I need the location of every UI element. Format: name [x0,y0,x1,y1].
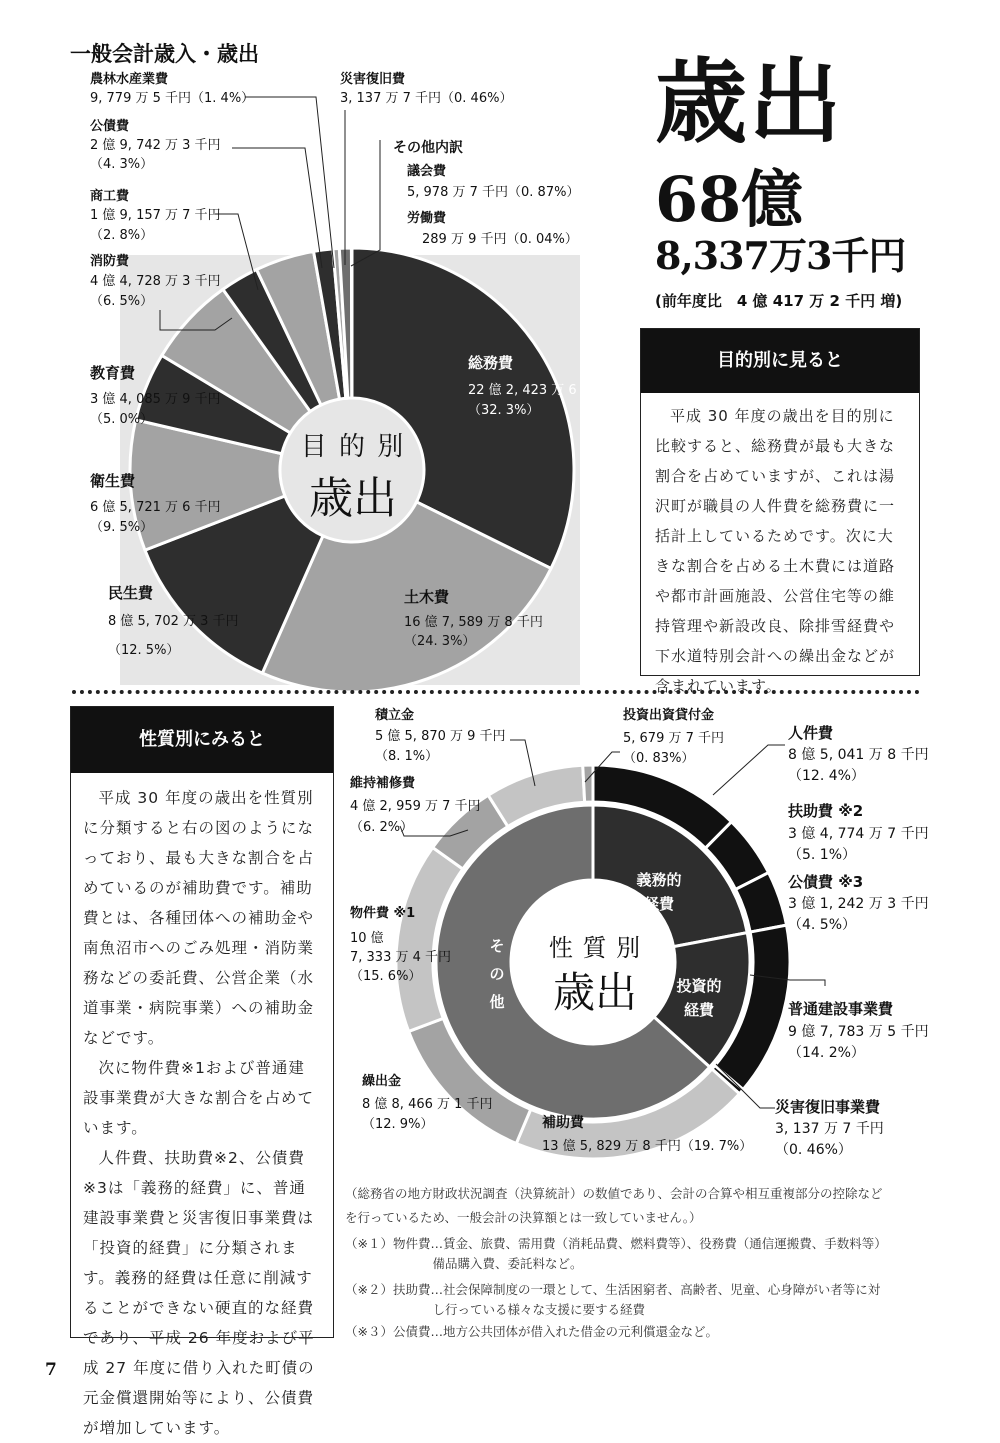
label-transfer-value1: 8 億 8, 466 万 1 千円 [362,1097,493,1112]
inner-label-other: そ の 他 [489,937,505,1011]
label-education-name: 教育費 [90,364,136,382]
label-council-name: 議会費 [407,164,447,179]
label-construction-name: 普通建設事業費 [788,1000,894,1018]
headline-amount-oku: 68億 [655,163,804,236]
section-heading: 一般会計歳入・歳出 [70,42,259,66]
label-investment-loan-value1: 5, 679 万 7 千円 [623,731,725,746]
label-assistance-value1: 3 億 4, 774 万 7 千円 [788,826,929,842]
purpose-slice-12 [351,248,352,398]
label-construction-value1: 9 億 7, 783 万 5 千円 [788,1024,929,1040]
nature-box-paragraph-3: 人件費、扶助費※2、公債費※3は「義務的経費」に、普通建設事業費と災害復旧事業費は「投資的経費」に分類されます。義務的経費は任意に削減することができない硬直的な経費であり、平成 26 年度および平成 27 年度に借り入れた町債の元金償還開始等により、公債費が増加しています。 [83,1149,315,1437]
label-labor-value: 289 万 9 千円（0. 04%） [422,232,578,247]
label-agri-value: 9, 779 万 5 千円（1. 4%） [90,91,255,106]
label-goods-value3: （15. 6%） [350,969,422,984]
nature-center-line2: 歳出 [552,968,637,1017]
nature-center-line1: 性 質 別 [548,934,642,962]
label-general-name: 総務費 [468,354,514,372]
purpose-center-line1: 目 的 別 [300,432,406,462]
note-line-1: （総務省の地方財政状況調査（決算統計）の数値であり、会計の合算や相互重複部分の控除など [345,1186,883,1201]
label-council-value: 5, 978 万 7 千円（0. 87%） [407,185,580,200]
page-number: 7 [45,1360,57,1380]
label-general-value1: 22 億 2, 423 万 6 千円 [468,383,607,398]
nature-box-paragraph-1: 平成 30 年度の歳出を性質別に分類すると右の図のようになっており、最も大きな割合を占めているのが補助費です。補助費とは、各種団体への補助金や南魚沼市へのごみ処理・消防業務などの委託費、公営企業（水道事業・病院事業）への補助金などです。 [83,789,315,1047]
label-assistance-value2: （5. 1%） [788,847,857,863]
purpose-center-line2: 歳出 [309,473,397,524]
leader-line-1 [245,97,334,268]
note-line-5: （※２）扶助費…社会保障制度の一環として、生活困窮者、高齢者、児童、心身障がい者等に対 [345,1282,881,1297]
label-goods-value2: 7, 333 万 4 千円 [350,950,452,965]
note-line-7: （※３）公債費…地方公共団体が借入れた借金の元利償還金など。 [345,1324,718,1339]
headline-amount-rest: 8,337万3千円 [655,233,906,278]
label-investment-loan-value2: （0. 83%） [623,751,695,766]
headline-prev-year: (前年度比 4 億 417 万 2 千円 増) [655,292,903,310]
label-commerce-value2: （2. 8%） [90,228,154,243]
label-fire-value1: 4 億 4, 728 万 3 千円 [90,274,221,289]
label-civil-value2: （24. 3%） [404,634,476,649]
label-goods-value1: 10 億 [350,931,384,946]
nature-explanation-box [70,706,334,1437]
inner-label-investment: 投資的 経費 [676,977,722,1019]
nature-outer-slice-11 [583,765,593,802]
label-subsidy-value1: 13 億 5, 829 万 8 千円（19. 7%） [542,1139,753,1154]
label-fire-name: 消防費 [90,254,130,269]
label-reserve-name: 積立金 [375,708,415,723]
label-debt-service-value1: 3 億 1, 242 万 3 千円 [788,896,929,912]
label-disaster-rec-value2: （0. 46%） [775,1142,852,1158]
label-transfer-value2: （12. 9%） [362,1117,434,1132]
label-health-value1: 6 億 5, 721 万 6 千円 [90,500,221,515]
label-disaster-value: 3, 137 万 7 千円（0. 46%） [340,91,513,106]
label-goods-name: 物件費 ※1 [350,906,416,921]
label-other-breakdown: その他内訳 [393,140,463,156]
purpose-box-text: 平成 30 年度の歳出を目的別に比較すると、総務費が最も大きな割合を占めていますが、これは湯沢町が職員の人件費を総務費に一括計上しているためです。次に大きな割合を占める土木費には道路や都市計画施設、公営住宅等の維持管理や新設改良、除排雪経費や下水道特別会計への繰出金などが含まれています。 [655,407,896,695]
note-line-2: を行っているため、一般会計の決算額とは一致していません。） [345,1210,702,1225]
label-maintenance-name: 維持補修費 [350,776,416,791]
label-general-value2: （32. 3%） [468,403,540,418]
label-health-name: 衛生費 [90,472,136,490]
section-divider [72,690,920,694]
label-debt-value1: 2 億 9, 742 万 3 千円 [90,138,221,153]
purpose-box-title: 目的別に見ると [641,329,919,393]
label-civil-value1: 16 億 7, 589 万 8 千円 [404,615,543,630]
label-education-value1: 3 億 4, 085 万 9 千円 [90,392,221,407]
label-commerce-value1: 1 億 9, 157 万 7 千円 [90,208,221,223]
label-commerce-name: 商工費 [90,189,130,204]
label-disaster-rec-value1: 3, 137 万 7 千円 [775,1121,884,1137]
inner-label-mandatory: 義務的 経費 [636,871,682,913]
label-construction-value2: （14. 2%） [788,1045,865,1061]
label-health-value2: （9. 5%） [90,520,154,535]
label-debt-value2: （4. 3%） [90,157,154,172]
label-disaster-name: 災害復旧費 [340,72,406,87]
label-labor-name: 労働費 [407,211,447,226]
label-debt-name: 公債費 [90,119,130,134]
label-fire-value2: （6. 5%） [90,294,154,309]
nature-box-paragraph-2: 次に物件費※1および普通建設事業費が大きな割合を占めています。 [83,1059,315,1137]
label-subsidy-name: 補助費 [542,1115,584,1131]
leader-line-4 [232,148,322,268]
label-assistance-name: 扶助費 ※2 [788,802,864,820]
nature-box-title: 性質別にみると [71,707,333,773]
label-reserve-value1: 5 億 5, 870 万 9 千円 [375,729,506,744]
label-welfare-value1: 8 億 5, 702 万 3 千円 [108,614,239,629]
note-line-4: 備品購入費、委託料など。 [345,1256,583,1271]
label-personnel-value2: （12. 4%） [788,768,865,784]
headline-title: 歳出 [655,48,844,156]
label-disaster-rec-name: 災害復旧事業費 [775,1098,881,1116]
note-line-3: （※１）物件費…賃金、旅費、需用費（消耗品費、燃料費等）、役務費（通信運搬費、手数料等） [345,1236,887,1251]
label-investment-loan-name: 投資出資貸付金 [623,708,715,723]
note-line-6: し行っている様々な支援に要する経費 [345,1302,646,1317]
label-maintenance-value1: 4 億 2, 959 万 7 千円 [350,799,481,814]
label-welfare-name: 民生費 [108,584,154,602]
label-personnel-value1: 8 億 5, 041 万 8 千円 [788,747,929,763]
leader-line-10 [713,745,785,795]
label-personnel-name: 人件費 [788,724,834,742]
label-education-value2: （5. 0%） [90,412,154,427]
label-transfer-name: 繰出金 [362,1074,402,1089]
label-debt-service-value2: （4. 5%） [788,917,857,933]
label-reserve-value2: （8. 1%） [375,749,439,764]
label-welfare-value2: （12. 5%） [108,643,180,658]
label-maintenance-value2: （6. 2%） [350,820,414,835]
label-civil-name: 土木費 [404,588,450,606]
label-debt-service-name: 公債費 ※3 [788,873,864,891]
purpose-explanation-box [640,328,920,695]
label-agri-name: 農林水産業費 [90,72,169,87]
